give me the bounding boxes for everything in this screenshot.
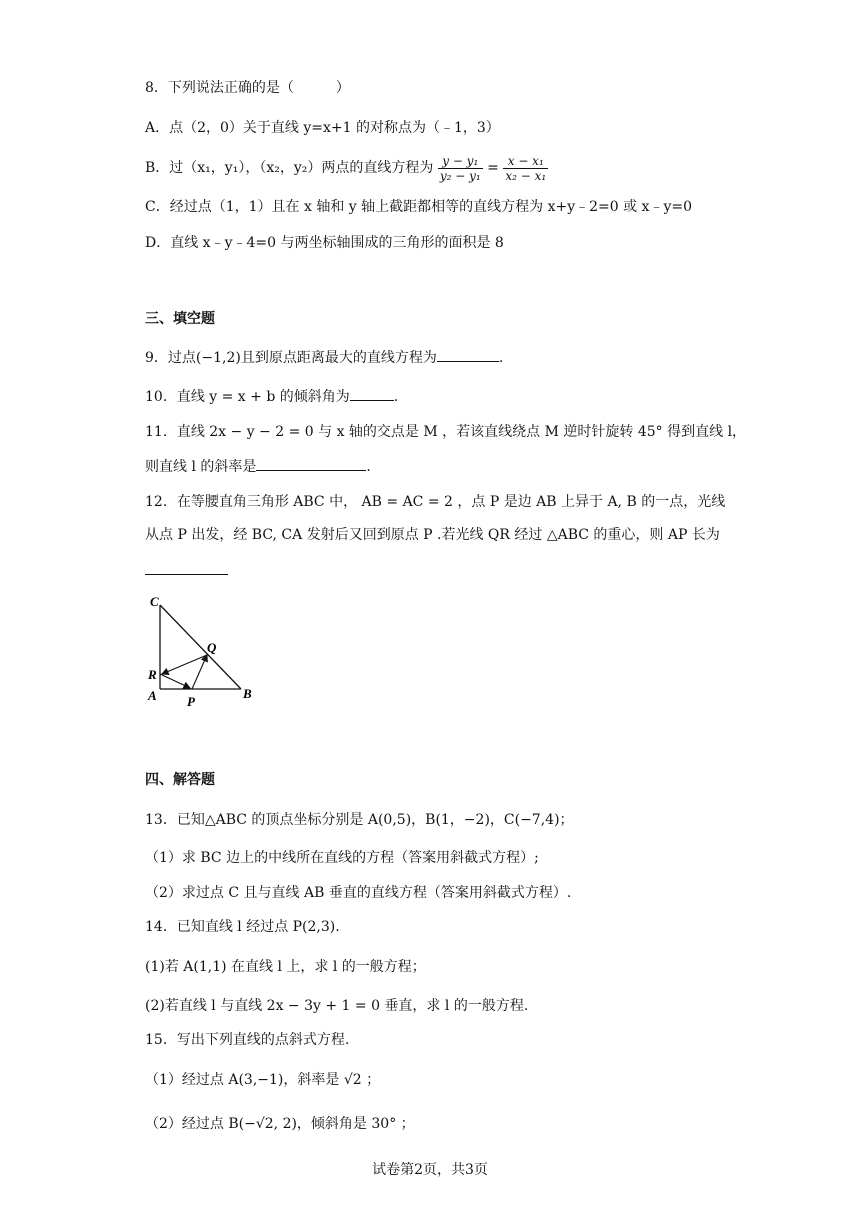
- q11-text: 则直线 l 的斜率是: [145, 459, 257, 475]
- triangle-figure: [140, 590, 270, 715]
- q15-part1: （1）经过点 A(3,−1)，斜率是 √2 ；: [145, 1072, 381, 1088]
- label-a: A: [148, 688, 157, 703]
- label-b: B: [243, 686, 252, 701]
- fraction-numerator: x − x₁: [503, 154, 548, 169]
- answer-blank: [350, 386, 394, 401]
- q12-answer-blank: [145, 574, 228, 575]
- q11-end: .: [366, 459, 371, 475]
- label-r: R: [148, 667, 157, 682]
- q12-line1: 12．在等腰直角三角形 ABC 中， AB = AC = 2 ，点 P 是边 AB 上异于 A, B 的一点，光线: [145, 494, 726, 510]
- q13-part2: （2）求过点 C 且与直线 AB 垂直的直线方程（答案用斜截式方程）.: [145, 885, 572, 901]
- fraction-denominator: x₂ − x₁: [505, 168, 547, 183]
- q13-stem: 13．已知△ABC 的顶点坐标分别是 A(0,5)，B(1，−2)，C(−7,4)；: [145, 812, 574, 828]
- q8-option-b-prefix: B．过（x₁，y₁），（x₂，y₂）两点的直线方程为: [145, 160, 434, 176]
- q11-line1: 11．直线 2x − y − 2 = 0 与 x 轴的交点是 M ，若该直线绕点 M 逆时针旋转 45° 得到直线 l，: [145, 424, 747, 440]
- q14-part2: (2)若直线 l 与直线 2x − 3y + 1 = 0 垂直，求 l 的一般方程.: [145, 998, 529, 1014]
- q14-part1: (1)若 A(1,1) 在直线 l 上，求 l 的一般方程；: [145, 959, 426, 975]
- q10: [145, 386, 398, 407]
- side-bc: [160, 605, 241, 689]
- q9-text: 9．过点(−1,2)且到原点距离最大的直线方程为: [145, 350, 437, 366]
- q8-option-d: D．直线 x﹣y﹣4=0 与两坐标轴围成的三角形的面积是 8: [145, 235, 504, 251]
- label-q: Q: [207, 640, 217, 655]
- fraction-denominator: y₂ − y₁: [439, 168, 481, 183]
- q14-stem: 14．已知直线 l 经过点 P(2,3).: [145, 919, 340, 935]
- q8-option-a: A．点（2，0）关于直线 y=x+1 的对称点为（﹣1，3）: [145, 120, 500, 136]
- section-heading-solutions: 四、解答题: [145, 772, 215, 788]
- q15-stem: 15．写出下列直线的点斜式方程.: [145, 1032, 350, 1048]
- answer-blank: [256, 456, 366, 471]
- q13-part1: （1）求 BC 边上的中线所在直线的方程（答案用斜截式方程）;: [145, 850, 539, 866]
- equals-sign: =: [487, 160, 499, 176]
- q11-line2: [145, 456, 371, 477]
- answer-blank: [437, 347, 499, 362]
- q12-line2: 从点 P 出发，经 BC, CA 发射后又回到原点 P .若光线 QR 经过 △ABC 的重心，则 AP 长为: [145, 527, 720, 543]
- q8-option-c: C．经过点（1，1）且在 x 轴和 y 轴上截距都相等的直线方程为 x+y﹣2=0 或 x﹣y=0: [145, 199, 693, 215]
- page-footer: 试卷第2页，共3页: [372, 1162, 488, 1178]
- ray-rp: [160, 674, 190, 688]
- q15-part2: （2）经过点 B(−√2, 2)，倾斜角是 30° ；: [145, 1116, 415, 1132]
- label-c: C: [150, 594, 159, 609]
- q8-option-b: [145, 150, 548, 186]
- q10-end: .: [393, 389, 399, 405]
- q8-stem: 8．下列说法正确的是（ ）: [145, 80, 350, 96]
- q8-option-b-fraction-y: [438, 154, 483, 183]
- section-heading-fill-in: 三、填空题: [145, 311, 215, 327]
- q8-option-b-fraction-x: [503, 154, 548, 183]
- q9-end: .: [498, 350, 504, 366]
- fraction-numerator: y − y₁: [438, 154, 483, 169]
- q10-text: 10．直线 y = x + b 的倾斜角为: [145, 389, 350, 405]
- q9: [145, 347, 503, 368]
- label-p: P: [187, 694, 195, 709]
